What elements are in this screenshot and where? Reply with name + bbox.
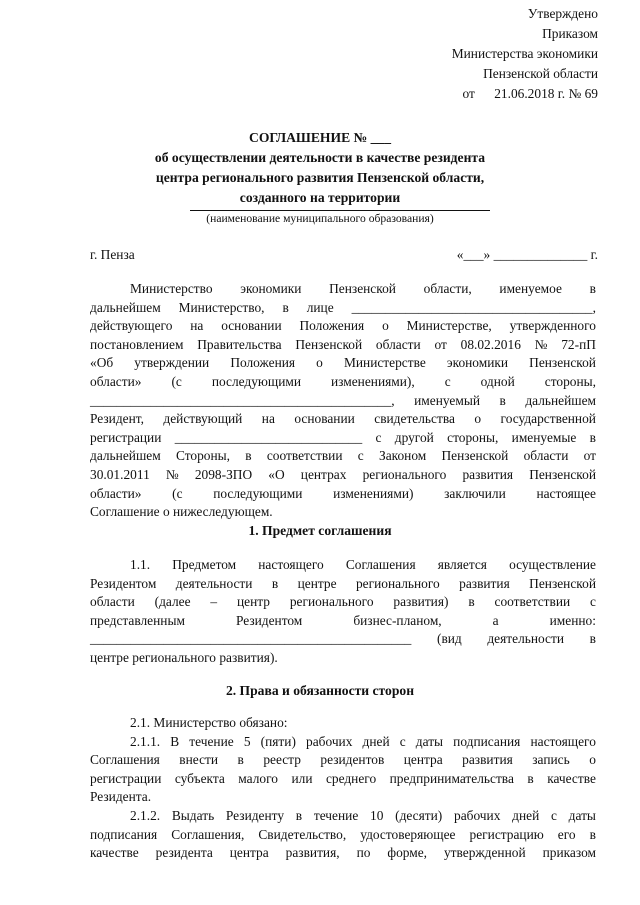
title-line: созданного на территории	[239, 190, 401, 205]
approval-order-date: 21.06.2018 г. № 69	[494, 86, 598, 101]
municipality-blank-line	[190, 210, 490, 211]
section-2-paragraph	[90, 714, 596, 863]
title-line: СОГЛАШЕНИЕ № ___	[249, 130, 391, 145]
approval-order-line	[446, 84, 598, 104]
text-line: области» (с последующими изменениями) заключили настоящее	[90, 485, 596, 501]
place-text: г. Пенза	[90, 247, 135, 262]
text-line: Резидент, действующий на основании свидетельства о государственной	[90, 411, 596, 427]
text-line: Резидентом деятельности в центре регионального развития Пензенской	[90, 575, 596, 591]
title-line: центра регионального развития Пензенской области,	[155, 170, 485, 185]
text-line: представленным Резидентом бизнес-планом, а именно:	[90, 612, 596, 628]
intro-paragraph	[90, 280, 596, 522]
text-line: Соглашения внести в реестр резидентов центра развития запись о	[90, 752, 596, 768]
text-line: «Об утверждении Положения о Министерстве экономики Пензенской	[90, 355, 596, 371]
section-1-heading: 1. Предмет соглашения	[248, 523, 392, 538]
date-blank: «___» ______________ г.	[456, 247, 598, 262]
text-line: 2.1.2. Выдать Резиденту в течение 10 (десяти) рабочих дней с даты	[130, 807, 596, 823]
section-2-heading: 2. Права и обязанности сторон	[225, 683, 415, 698]
text-line: ________________________________________________ (вид деятельности в	[90, 631, 596, 647]
text-line: 30.01.2011 № 2098-ЗПО «О центрах регионального развития Пензенской	[90, 466, 596, 482]
text-line: 1.1. Предметом настоящего Соглашения является осуществление	[130, 557, 596, 572]
approval-line: Министерства экономики	[451, 46, 598, 61]
approval-prefix: от	[462, 86, 475, 101]
text-line: центре регионального развития).	[90, 649, 278, 665]
municipality-caption: (наименование муниципального образования)	[206, 212, 434, 225]
place-date-row	[90, 247, 598, 263]
text-line: дальнейшем Стороны, в соответствии с Законом Пензенской области от	[90, 448, 596, 464]
text-line: постановлением Правительства Пензенской области от 08.02.2016 № 72-пП	[90, 336, 596, 352]
text-line: дальнейшем Министерство, в лице ____________________________________,	[90, 299, 596, 315]
approval-line: Приказом	[542, 26, 598, 41]
approval-line: Пензенской области	[483, 66, 598, 81]
text-line: качестве резидента центра развития, по форме, утвержденной приказом	[90, 845, 596, 861]
text-line: действующего на основании Положения о Министерстве, утвержденного	[90, 318, 596, 334]
text-line: области (далее – центр регионального развития) в соответствии с	[90, 594, 596, 610]
text-line: Соглашение о нижеследующем.	[90, 504, 273, 520]
document-title	[60, 128, 580, 208]
text-line: 2.1.1. В течение 5 (пяти) рабочих дней с даты подписания настоящего	[130, 733, 596, 749]
title-line: об осуществлении деятельности в качестве резидента	[154, 150, 486, 165]
text-line: 2.1. Министерство обязано:	[130, 715, 288, 730]
text-line: регистрации субъекта малого или среднего предпринимательства в качестве	[90, 770, 596, 786]
approval-stamp	[446, 4, 598, 104]
text-line: Резидента.	[90, 789, 152, 805]
section-1-paragraph	[90, 556, 596, 668]
text-line: подписания Соглашения, Свидетельство, удостоверяющее регистрацию его в	[90, 826, 596, 842]
text-line: области» (с последующими изменениями), с одной стороны,	[90, 373, 596, 389]
text-line: Министерство экономики Пензенской области, именуемое в	[130, 281, 596, 296]
approval-line: Утверждено	[527, 6, 598, 21]
text-line: регистрации ____________________________ с другой стороны, именуемые в	[90, 429, 596, 445]
text-line: _____________________________________________, именуемый в дальнейшем	[90, 392, 596, 408]
